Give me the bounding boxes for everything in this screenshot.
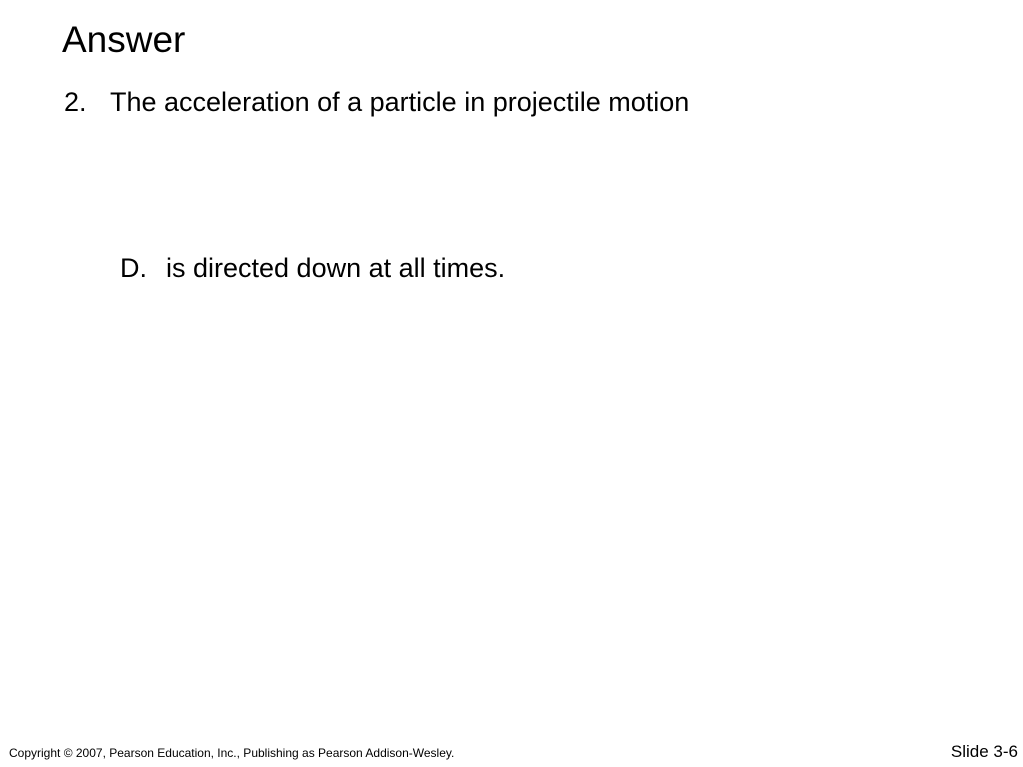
- answer-letter: D.: [120, 253, 147, 283]
- answer-text: is directed down at all times.: [166, 253, 506, 283]
- copyright-notice: Copyright © 2007, Pearson Education, Inc., Publishing as Pearson Addison-Wesley.: [9, 746, 455, 760]
- question: [64, 85, 689, 119]
- question-text: The acceleration of a particle in projectile motion: [110, 87, 690, 117]
- slide-title: Answer: [62, 19, 186, 60]
- question-number: 2.: [64, 87, 87, 117]
- answer: [120, 251, 505, 285]
- slide-number: Slide 3-6: [950, 742, 1018, 761]
